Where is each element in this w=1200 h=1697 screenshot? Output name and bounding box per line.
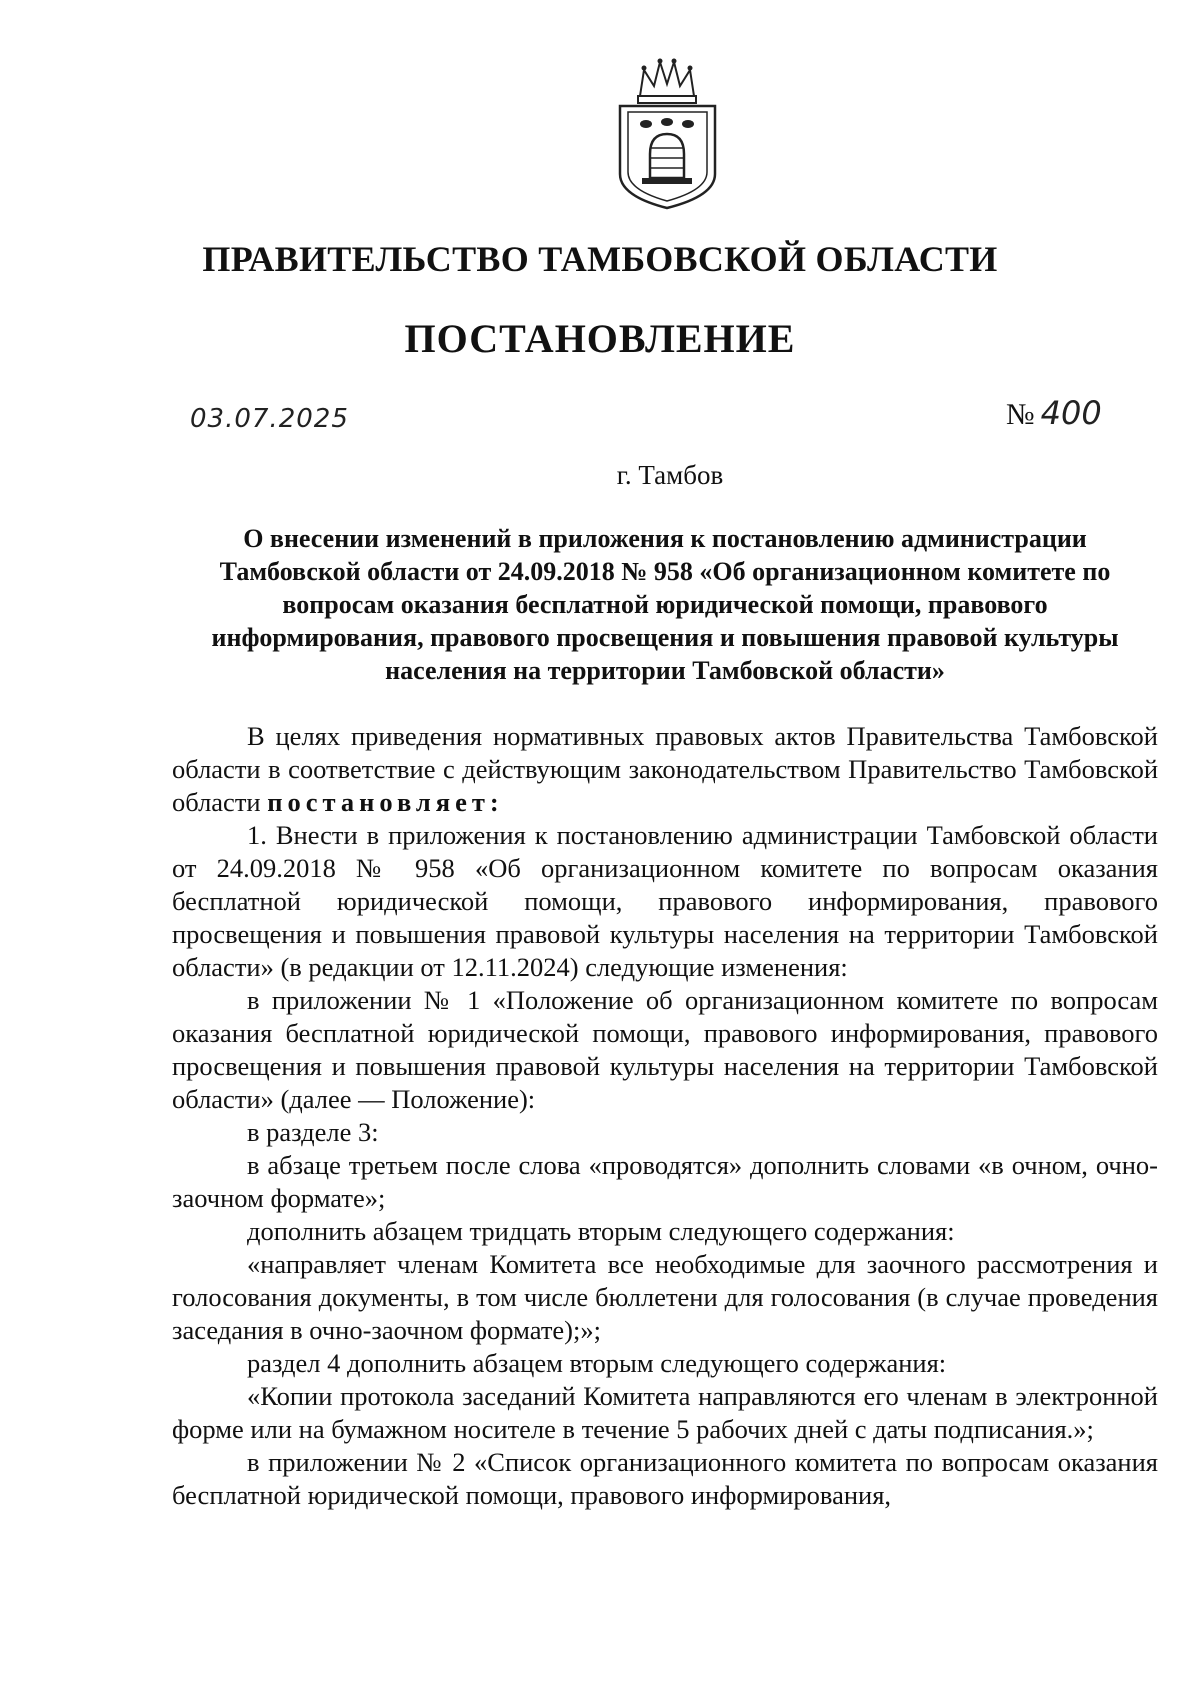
paragraph-3: в разделе 3: bbox=[247, 1117, 379, 1147]
decision-colon: : bbox=[489, 787, 499, 817]
paragraph-7: раздел 4 дополнить абзацем вторым следующего содержания: bbox=[247, 1348, 947, 1378]
document-body bbox=[172, 720, 1158, 1512]
document-number bbox=[1006, 394, 1102, 432]
city: г. Тамбов bbox=[616, 460, 724, 490]
paragraph-6: «направляет членам Комитета все необходимые для заочного рассмотрения и голосования документы, в том числе бюллетени для голосования (в случае проведения заседания в очно-заочном формате);»; bbox=[172, 1249, 1158, 1345]
document-date: 03.07.2025 bbox=[190, 404, 349, 434]
document-subject: О внесении изменений в приложения к постановлению администрации Тамбовской области от 24.09.2018 № 958 «Об организационном комитете по вопросам оказания бесплатной юридической помощи, правового информирования, правового просвещения и повышения правовой культуры населения на территории Тамбовской области» bbox=[211, 524, 1119, 685]
paragraph-9: в приложении № 2 «Список организационного комитета по вопросам оказания бесплатной юридической помощи, правового информирования, bbox=[172, 1447, 1158, 1510]
number-sign: № bbox=[1006, 398, 1035, 431]
preamble-paragraph bbox=[172, 720, 1158, 819]
decision-word: постановляет bbox=[267, 787, 490, 817]
number-value: 400 bbox=[1040, 394, 1102, 432]
paragraph-8: «Копии протокола заседаний Комитета направляются его членам в электронной форме или на бумажном носителе в течение 5 рабочих дней с даты подписания.»; bbox=[172, 1381, 1158, 1444]
document-type: ПОСТАНОВЛЕНИЕ bbox=[404, 316, 796, 361]
preamble-text: В целях приведения нормативных правовых актов Правительства Тамбовской области в соответствие с действующим законодательством Правительство Тамбовской области bbox=[172, 721, 1158, 817]
paragraph-4: в абзаце третьем после слова «проводятся» дополнить словами «в очном, очно-заочном формате»; bbox=[172, 1150, 1158, 1213]
paragraph-5: дополнить абзацем тридцать вторым следующего содержания: bbox=[247, 1216, 955, 1246]
coat-of-arms-icon bbox=[610, 56, 725, 211]
government-title: ПРАВИТЕЛЬСТВО ТАМБОВСКОЙ ОБЛАСТИ bbox=[202, 239, 998, 279]
paragraph-1: 1. Внести в приложения к постановлению администрации Тамбовской области от 24.09.2018 № 958 «Об организационном комитете по вопросам оказания бесплатной юридической помощи, правового информирования, правового просвещения и повышения правовой культуры населения на территории Тамбовской области» (в редакции от 12.11.2024) следующие изменения: bbox=[172, 820, 1158, 982]
paragraph-2: в приложении № 1 «Положение об организационном комитете по вопросам оказания бесплатной юридической помощи, правового информирования, правового просвещения и повышения правовой культуры населения на территории Тамбовской области» (далее — Положение): bbox=[172, 985, 1158, 1114]
